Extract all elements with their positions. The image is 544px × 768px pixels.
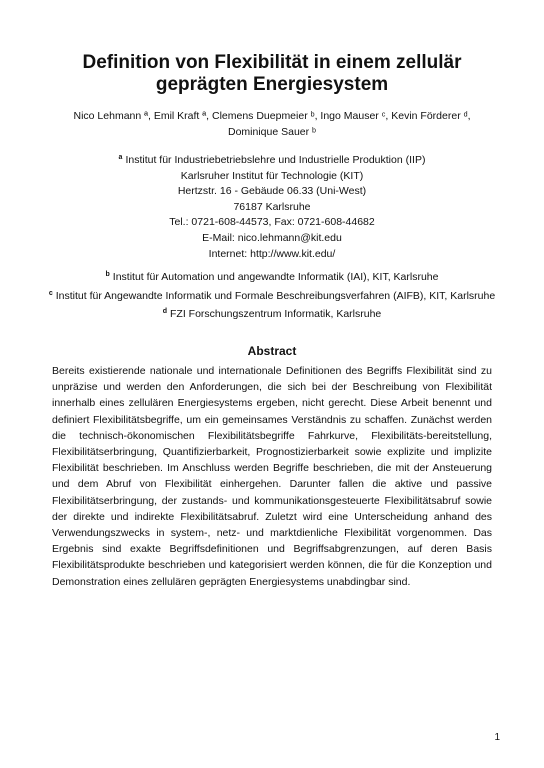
abstract-heading: Abstract (247, 344, 297, 358)
abstract-text: Bereits existierende nationale und internationale Definitionen des Begriffs Flexibilität sind zu unpräzise und werden den Anforderungen, die sich bei der Beschreibung von Flexibilität innerhalb eines zellulären Energiesystems ergeben, nicht gerecht. Diese Arbeit benennt und definiert Flexibilitätsbegriffe, um ein gemeinsames Verständnis zu schaffen. Zunächst werden die technisch-ökonomischen Flexibilitätsbegriffe Fahrkurve, Flexibilitäts-bereitstellung, Flexibilitätserbringung, Quantifizierbarkeit, Prognostizierbarkeit sowie explizite und implizite Flexibilität beschrieben. Im Anschluss werden Begriffe beschrieben, die mit der Ansteuerung und dem Abruf von Flexibilität einhergehen. Darunter fallen die aktive und passive Flexibilitätserbringung, der zustands- und kommunikationsgesteuerte Flexibilitätsabruf sowie der direkte und indirekte Flexibilitätsabruf. Zuletzt wird eine Unterscheidung anhand des Verwendungszwecks in system-, netz- und marktdienliche Flexibilität vorgenommen. Das Ergebnis sind exakte Begriffsdefinitionen und Begriffsabgrenzungen, auf deren Basis Flexibilitätsprodukte beschrieben und kategorisiert werden können, die für die Konzeption und Demonstration eines zellulären geprägten Energiesystems unabdingbar sind. (52, 365, 492, 588)
affiliation-d-marker: d (162, 308, 168, 315)
affiliation-c-marker: c (48, 289, 53, 297)
affiliation-b-text: Institut für Automation und angewandte Informatik (IAI), KIT, Karlsruhe (112, 271, 439, 283)
affiliation-a-city: 76187 Karlsruhe (233, 200, 311, 213)
affiliation-b-marker: b (105, 271, 110, 278)
affiliation-a-email: E-Mail: nico.lehmann@kit.edu (202, 231, 342, 244)
affiliation-c-text: Institut für Angewandte Informatik und Formale Beschreibungsverfahren (AIFB), KIT, Karlsruhe (55, 289, 496, 302)
affiliation-d-text: FZI Forschungszentrum Informatik, Karlsruhe (170, 308, 382, 320)
affiliation-a-phone: Tel.: 0721-608-44573, Fax: 0721-608-44682 (169, 216, 375, 229)
affiliation-a-university: Karlsruher Institut für Technologie (KIT) (180, 169, 364, 182)
affiliation-a-marker: a (118, 154, 123, 161)
affiliation-a-institute: Institut für Industriebetriebslehre und Industrielle Produktion (IIP) (125, 154, 426, 166)
document-title: Definition von Flexibilität in einem zellulär geprägten Energiesystem (82, 52, 462, 95)
affiliation-a (90, 150, 454, 262)
affiliation-a-street: Hertzstr. 16 - Gebäude 06.33 (Uni-West) (177, 185, 367, 198)
affiliation-a-line (90, 150, 454, 169)
affiliations-secondary (40, 267, 504, 323)
page-number: 1 (494, 732, 500, 743)
affiliation-b (40, 267, 504, 286)
affiliation-c (40, 286, 504, 305)
affiliation-d (40, 304, 504, 323)
author-list: Nico Lehmann ª, Emil Kraft ª, Clemens Duepmeier ᵇ, Ingo Mauser ᶜ, Kevin Förderer ᵈ, Dominique Sauer ᵇ (73, 110, 471, 138)
affiliation-a-website: Internet: http://www.kit.edu/ (208, 247, 336, 260)
